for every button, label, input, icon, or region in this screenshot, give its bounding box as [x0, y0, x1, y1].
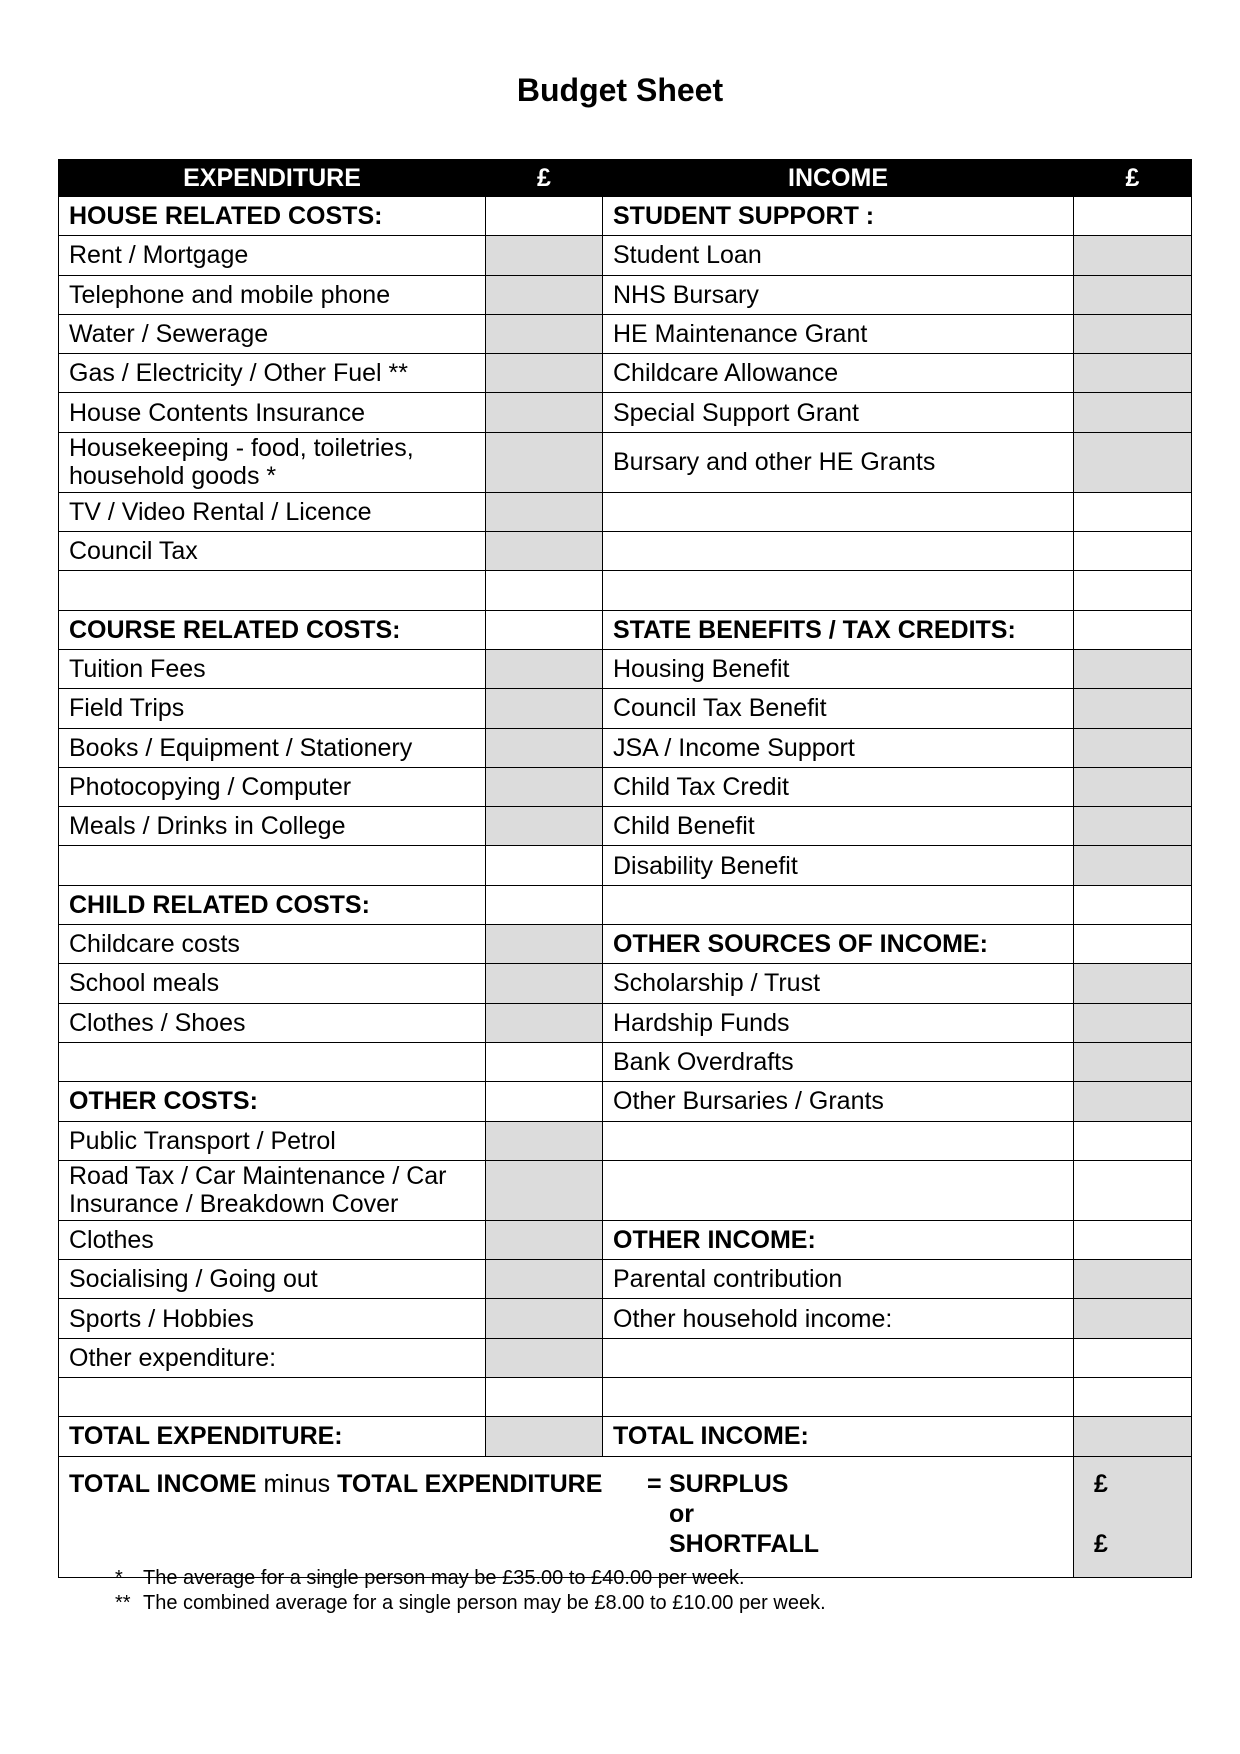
income-item-label: JSA / Income Support [603, 728, 1074, 767]
expenditure-amount-cell[interactable] [486, 925, 603, 964]
table-row [59, 1378, 1192, 1417]
income-item-label: Council Tax Benefit [603, 689, 1074, 728]
table-row [59, 197, 1192, 236]
footnote-text: The combined average for a single person may be £8.00 to £10.00 per week. [143, 1592, 826, 1614]
income-item-label: Disability Benefit [603, 846, 1074, 885]
income-item-label: Student Loan [603, 236, 1074, 275]
income-item-label: Special Support Grant [603, 393, 1074, 432]
table-header [59, 160, 1192, 197]
expenditure-amount-cell[interactable] [486, 767, 603, 806]
table-row [59, 236, 1192, 275]
expenditure-item-label: Sports / Hobbies [59, 1299, 486, 1338]
expenditure-item-label [59, 1378, 486, 1417]
table-row [59, 807, 1192, 846]
income-item-label: Other Bursaries / Grants [603, 1082, 1074, 1121]
expenditure-section-heading: TOTAL EXPENDITURE: [59, 1417, 486, 1456]
income-amount-cell[interactable] [1074, 236, 1192, 275]
expenditure-amount-cell[interactable] [486, 1082, 603, 1121]
table-row [59, 767, 1192, 806]
income-amount-cell[interactable] [1074, 393, 1192, 432]
income-section-heading: STATE BENEFITS / TAX CREDITS: [603, 610, 1074, 649]
expenditure-item-label: Books / Equipment / Stationery [59, 728, 486, 767]
income-amount-cell[interactable] [1074, 1338, 1192, 1377]
expenditure-item-label: Photocopying / Computer [59, 767, 486, 806]
table-row [59, 1121, 1192, 1160]
expenditure-item-label: Council Tax [59, 532, 486, 571]
expenditure-amount-cell[interactable] [486, 532, 603, 571]
expenditure-item-label: Road Tax / Car Maintenance / Car Insurance / Breakdown Cover [59, 1160, 486, 1220]
income-amount-cell[interactable] [1074, 885, 1192, 924]
expenditure-amount-cell[interactable] [486, 571, 603, 610]
expenditure-section-heading: OTHER COSTS: [59, 1082, 486, 1121]
expenditure-amount-cell[interactable] [486, 492, 603, 531]
expenditure-amount-cell[interactable] [486, 236, 603, 275]
footnote-text: The average for a single person may be £35.00 to £40.00 per week. [143, 1567, 745, 1589]
expenditure-amount-cell[interactable] [486, 314, 603, 353]
income-amount-cell[interactable] [1074, 689, 1192, 728]
table-row [59, 1299, 1192, 1338]
income-amount-cell[interactable] [1074, 649, 1192, 688]
table-row [59, 649, 1192, 688]
table-row [59, 925, 1192, 964]
expenditure-header: EXPENDITURE [59, 160, 486, 197]
income-item-label [603, 492, 1074, 531]
income-amount-cell[interactable] [1074, 275, 1192, 314]
income-item-label: Bank Overdrafts [603, 1042, 1074, 1081]
table-row [59, 846, 1192, 885]
income-section-heading: OTHER INCOME: [603, 1220, 1074, 1259]
expenditure-section-heading: CHILD RELATED COSTS: [59, 885, 486, 924]
expenditure-item-label [59, 1042, 486, 1081]
expenditure-amount-cell[interactable] [486, 728, 603, 767]
footnote-marker: * [115, 1567, 123, 1589]
table-row [59, 314, 1192, 353]
expenditure-amount-cell[interactable] [486, 1003, 603, 1042]
budget-table [58, 159, 1192, 1578]
income-amount-cell[interactable] [1074, 1417, 1192, 1456]
expenditure-item-label: House Contents Insurance [59, 393, 486, 432]
expenditure-item-label: Water / Sewerage [59, 314, 486, 353]
table-row [59, 964, 1192, 1003]
expenditure-item-label: Gas / Electricity / Other Fuel ** [59, 354, 486, 393]
summary-total-income: TOTAL INCOME [69, 1469, 257, 1498]
income-section-heading: TOTAL INCOME: [603, 1417, 1074, 1456]
expenditure-item-label: Field Trips [59, 689, 486, 728]
summary-equals: = [647, 1469, 662, 1498]
expenditure-item-label [59, 571, 486, 610]
table-row [59, 1082, 1192, 1121]
expenditure-amount-cell[interactable] [486, 1160, 603, 1220]
expenditure-item-label: TV / Video Rental / Licence [59, 492, 486, 531]
income-amount-cell[interactable] [1074, 1378, 1192, 1417]
table-row [59, 1338, 1192, 1377]
expenditure-amount-cell[interactable] [486, 393, 603, 432]
expenditure-section-heading: COURSE RELATED COSTS: [59, 610, 486, 649]
table-row [59, 1003, 1192, 1042]
income-item-label: NHS Bursary [603, 275, 1074, 314]
table-row [59, 1417, 1192, 1456]
summary-minus: minus [256, 1469, 338, 1498]
income-amount-cell[interactable] [1074, 314, 1192, 353]
expenditure-item-label: Other expenditure: [59, 1338, 486, 1377]
income-amount-cell[interactable] [1074, 492, 1192, 531]
income-section-heading: STUDENT SUPPORT : [603, 197, 1074, 236]
income-item-label [603, 1121, 1074, 1160]
summary-text [59, 1456, 1074, 1577]
table-row [59, 275, 1192, 314]
surplus-currency: £ [1094, 1469, 1108, 1498]
income-item-label: Childcare Allowance [603, 354, 1074, 393]
income-amount-cell[interactable] [1074, 964, 1192, 1003]
expenditure-item-label: Tuition Fees [59, 649, 486, 688]
income-amount-cell[interactable] [1074, 1260, 1192, 1299]
expenditure-amount-cell[interactable] [486, 354, 603, 393]
expenditure-amount-cell[interactable] [486, 649, 603, 688]
table-row [59, 432, 1192, 492]
expenditure-amount-cell[interactable] [486, 1220, 603, 1259]
income-amount-cell[interactable] [1074, 1299, 1192, 1338]
expenditure-amount-cell[interactable] [486, 689, 603, 728]
expenditure-amount-cell[interactable] [486, 432, 603, 492]
income-item-label: Child Tax Credit [603, 767, 1074, 806]
table-row [59, 393, 1192, 432]
footnote [115, 1591, 826, 1616]
income-amount-cell[interactable] [1074, 532, 1192, 571]
income-item-label: Parental contribution [603, 1260, 1074, 1299]
income-amount-cell[interactable] [1074, 1003, 1192, 1042]
income-amount-cell[interactable] [1074, 1082, 1192, 1121]
summary-or: or [669, 1499, 694, 1528]
table-row [59, 885, 1192, 924]
income-item-label [603, 1378, 1074, 1417]
expenditure-amount-cell[interactable] [486, 1042, 603, 1081]
income-item-label: Bursary and other HE Grants [603, 432, 1074, 492]
table-row [59, 571, 1192, 610]
summary-total-expenditure: TOTAL EXPENDITURE [337, 1469, 603, 1498]
table-row [59, 610, 1192, 649]
table-row [59, 728, 1192, 767]
footnotes [115, 1566, 826, 1616]
income-amount-cell[interactable] [1074, 1160, 1192, 1220]
expenditure-item-label [59, 846, 486, 885]
income-amount-cell[interactable] [1074, 846, 1192, 885]
income-item-label: HE Maintenance Grant [603, 314, 1074, 353]
expenditure-amount-cell[interactable] [486, 197, 603, 236]
income-amount-cell[interactable] [1074, 728, 1192, 767]
expenditure-amount-cell[interactable] [486, 1299, 603, 1338]
income-section-heading: OTHER SOURCES OF INCOME: [603, 925, 1074, 964]
income-amount-cell[interactable] [1074, 807, 1192, 846]
income-item-label: Scholarship / Trust [603, 964, 1074, 1003]
expenditure-item-label: School meals [59, 964, 486, 1003]
income-item-label: Hardship Funds [603, 1003, 1074, 1042]
summary-row [59, 1456, 1192, 1577]
expenditure-item-label: Clothes / Shoes [59, 1003, 486, 1042]
income-item-label: Housing Benefit [603, 649, 1074, 688]
income-item-label: Other household income: [603, 1299, 1074, 1338]
income-item-label [603, 885, 1074, 924]
table-row [59, 1160, 1192, 1220]
footnote-marker: ** [115, 1592, 131, 1614]
income-item-label [603, 532, 1074, 571]
income-item-label [603, 571, 1074, 610]
expenditure-amount-cell[interactable] [486, 1260, 603, 1299]
expenditure-currency-header: £ [486, 160, 603, 197]
expenditure-amount-cell[interactable] [486, 275, 603, 314]
table-row [59, 532, 1192, 571]
summary-surplus: SURPLUS [669, 1469, 789, 1498]
expenditure-amount-cell[interactable] [486, 846, 603, 885]
expenditure-amount-cell[interactable] [486, 1378, 603, 1417]
expenditure-amount-cell[interactable] [486, 1121, 603, 1160]
income-amount-cell[interactable] [1074, 1121, 1192, 1160]
income-amount-cell[interactable] [1074, 1220, 1192, 1259]
income-currency-header: £ [1074, 160, 1192, 197]
expenditure-item-label: Clothes [59, 1220, 486, 1259]
income-amount-cell[interactable] [1074, 571, 1192, 610]
expenditure-item-label: Rent / Mortgage [59, 236, 486, 275]
expenditure-section-heading: HOUSE RELATED COSTS: [59, 197, 486, 236]
income-item-label [603, 1338, 1074, 1377]
footnote [115, 1566, 826, 1591]
income-amount-cell[interactable] [1074, 432, 1192, 492]
expenditure-amount-cell[interactable] [486, 964, 603, 1003]
table-row [59, 689, 1192, 728]
expenditure-amount-cell[interactable] [486, 610, 603, 649]
income-amount-cell[interactable] [1074, 610, 1192, 649]
income-amount-cell[interactable] [1074, 1042, 1192, 1081]
table-row [59, 354, 1192, 393]
expenditure-item-label: Childcare costs [59, 925, 486, 964]
income-amount-cell[interactable] [1074, 925, 1192, 964]
page-title: Budget Sheet [516, 72, 724, 108]
shortfall-currency: £ [1094, 1529, 1108, 1558]
expenditure-amount-cell[interactable] [486, 807, 603, 846]
income-amount-cell[interactable] [1074, 197, 1192, 236]
table-row [59, 1220, 1192, 1259]
table-row [59, 1042, 1192, 1081]
income-amount-cell[interactable] [1074, 354, 1192, 393]
expenditure-amount-cell[interactable] [486, 1417, 603, 1456]
income-amount-cell[interactable] [1074, 767, 1192, 806]
income-item-label [603, 1160, 1074, 1220]
expenditure-item-label: Public Transport / Petrol [59, 1121, 486, 1160]
expenditure-item-label: Telephone and mobile phone [59, 275, 486, 314]
summary-amount-cell[interactable] [1074, 1456, 1192, 1577]
table-row [59, 492, 1192, 531]
table-row [59, 1260, 1192, 1299]
summary-shortfall: SHORTFALL [669, 1529, 819, 1558]
expenditure-amount-cell[interactable] [486, 1338, 603, 1377]
expenditure-item-label: Meals / Drinks in College [59, 807, 486, 846]
expenditure-item-label: Socialising / Going out [59, 1260, 486, 1299]
income-item-label: Child Benefit [603, 807, 1074, 846]
income-header: INCOME [603, 160, 1074, 197]
expenditure-amount-cell[interactable] [486, 885, 603, 924]
expenditure-item-label: Housekeeping - food, toiletries, household goods * [59, 432, 486, 492]
